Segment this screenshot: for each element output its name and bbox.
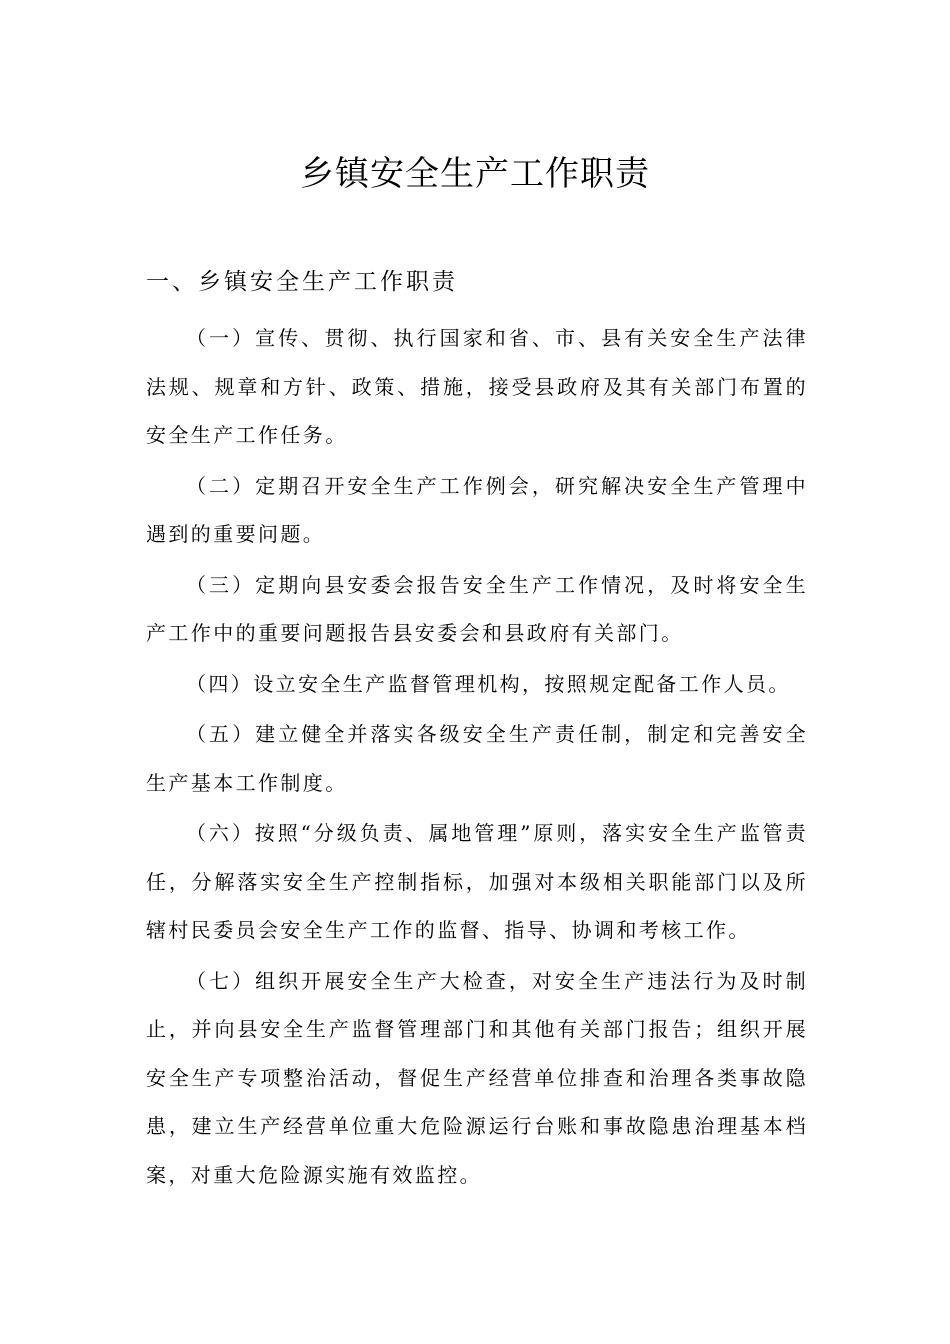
paragraph-1: （一）宣传、贯彻、执行国家和省、市、县有关安全生产法律法规、规章和方针、政策、措施，接受县政府及其有关部门布置的安全生产工作任务。 <box>146 326 808 447</box>
section-heading: 一、乡镇安全生产工作职责 <box>146 269 458 295</box>
paragraph-4: （四）设立安全生产监督管理机构，按照规定配备工作人员。 <box>186 671 791 696</box>
document-body <box>146 314 808 1201</box>
paragraph-3: （三）定期向县安委会报告安全生产工作情况，及时将安全生产工作中的重要问题报告县安委会和县政府有关部门。 <box>146 572 808 645</box>
paragraph-6: （六）按照“分级负责、属地管理”原则，落实安全生产监管责任，分解落实安全生产控制指标，加强对本级相关职能部门以及所辖村民委员会安全生产工作的监督、指导、协调和考核工作。 <box>146 821 808 942</box>
paragraph-2: （二）定期召开安全生产工作例会，研究解决安全生产管理中遇到的重要问题。 <box>146 473 808 546</box>
paragraph-5: （五）建立健全并落实各级安全生产责任制，制定和完善安全生产基本工作制度。 <box>146 722 808 795</box>
paragraph-7: （七）组织开展安全生产大检查，对安全生产违法行为及时制止，并向县安全生产监督管理部门和其他有关部门报告；组织开展安全生产专项整治活动，督促生产经营单位排查和治理各类事故隐患，建立生产经营单位重大危险源运行台账和事故隐患治理基本档案，对重大危险源实施有效监控。 <box>146 968 808 1187</box>
document-title: 乡镇安全生产工作职责 <box>300 154 650 194</box>
